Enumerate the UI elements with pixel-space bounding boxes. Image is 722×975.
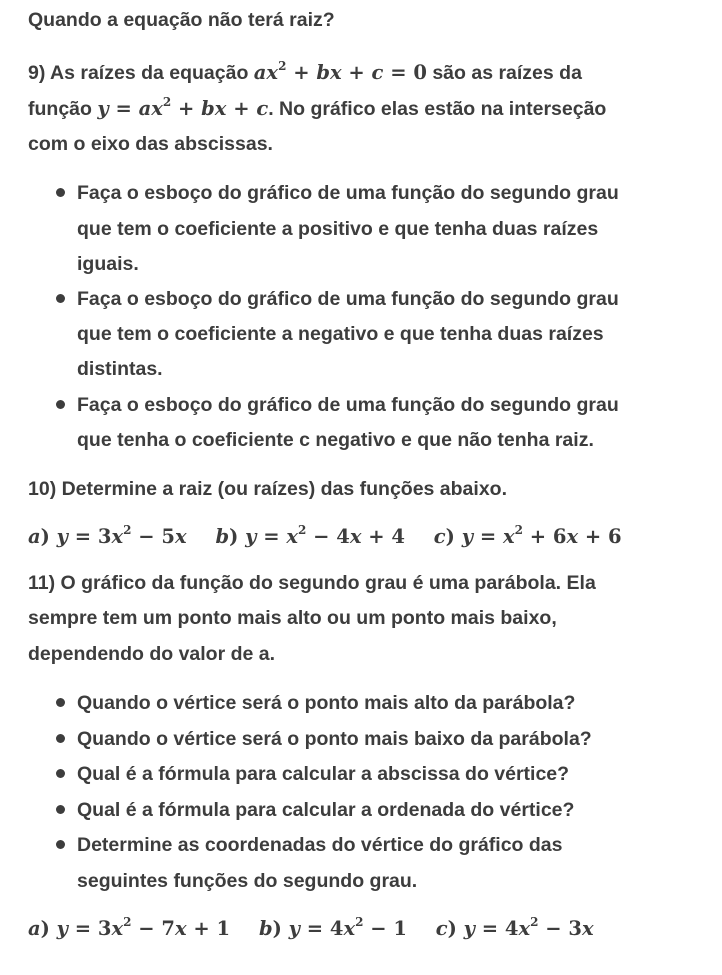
q10-equation-b: b) $y = x^2 - 4x + 4$	[215, 523, 405, 548]
q9-intro-line-1	[28, 61, 582, 85]
bullet-dot	[56, 734, 65, 743]
q11-line-2: sempre tem um ponto mais alto ou um ponto mais baixo,	[28, 607, 557, 629]
q9-equation: $ax^2$ + bx + c = 0	[253, 59, 427, 84]
q11-bullet-1: Quando o vértice será o ponto mais alto da parábola?	[77, 692, 576, 714]
bullet-dot	[56, 840, 65, 849]
q9-function: $y = ax^2$ + bx + c	[97, 95, 269, 120]
q9-intro-line-3: com o eixo das abscissas.	[28, 133, 273, 155]
q9-bullet-2-line-1: Faça o esboço do gráfico de uma função do segundo grau	[77, 288, 619, 310]
q9-bullet-1-line-3: iguais.	[77, 253, 139, 275]
q9-intro-line-2-suffix: . No gráfico elas estão na interseção	[268, 98, 607, 120]
q9-bullet-2-line-3: distintas.	[77, 358, 163, 380]
q10-equation-c: c) $y = x^2 + 6x + 6$	[433, 523, 622, 548]
bullet-dot	[56, 805, 65, 814]
q11-bullet-5-line-1: Determine as coordenadas do vértice do gráfico das	[77, 834, 563, 856]
q9-intro-line-2-prefix: função	[28, 98, 98, 120]
q11-bullet-4: Qual é a fórmula para calcular a ordenada do vértice?	[77, 799, 575, 821]
q9-bullet-3-line-1: Faça o esboço do gráfico de uma função do segundo grau	[77, 394, 619, 416]
q9-intro-line-1-prefix: 9) As raízes da equação	[28, 62, 254, 84]
q9-intro-line-2	[28, 97, 606, 121]
q10-text: 10) Determine a raiz (ou raízes) das funções abaixo.	[28, 478, 507, 500]
q11-line-3: dependendo do valor de a.	[28, 643, 276, 665]
q11-equations	[28, 917, 594, 941]
q9-bullet-1-line-1: Faça o esboço do gráfico de uma função do segundo grau	[77, 182, 619, 204]
q11-bullet-5-line-2: seguintes funções do segundo grau.	[77, 870, 418, 892]
q11-equation-a: a) $y = 3x^2 - 7x + 1$	[28, 915, 231, 940]
page-heading: Quando a equação não terá raiz?	[28, 9, 335, 31]
q11-equation-c: c) $y = 4x^2 - 3x$	[435, 915, 594, 940]
bullet-dot	[56, 769, 65, 778]
q9-bullet-3-line-2: que tenha o coeficiente c negativo e que não tenha raiz.	[77, 429, 594, 451]
q11-line-1: 11) O gráfico da função do segundo grau é uma parábola. Ela	[28, 572, 596, 594]
q11-bullet-2: Quando o vértice será o ponto mais baixo da parábola?	[77, 728, 592, 750]
q11-bullet-3: Qual é a fórmula para calcular a abscissa do vértice?	[77, 763, 570, 785]
bullet-dot	[56, 698, 65, 707]
bullet-dot	[56, 400, 65, 409]
q9-intro-line-1-suffix: são as raízes da	[426, 62, 582, 84]
bullet-dot	[56, 294, 65, 303]
q11-equation-b: b) $y = 4x^2 - 1$	[258, 915, 407, 940]
q9-bullet-2-line-2: que tem o coeficiente a negativo e que tenha duas raízes	[77, 323, 604, 345]
q10-equations	[28, 525, 622, 549]
q10-equation-a: a) $y = 3x^2 - 5x$	[28, 523, 187, 548]
bullet-dot	[56, 188, 65, 197]
q9-bullet-1-line-2: que tem o coeficiente a positivo e que tenha duas raízes	[77, 218, 599, 240]
